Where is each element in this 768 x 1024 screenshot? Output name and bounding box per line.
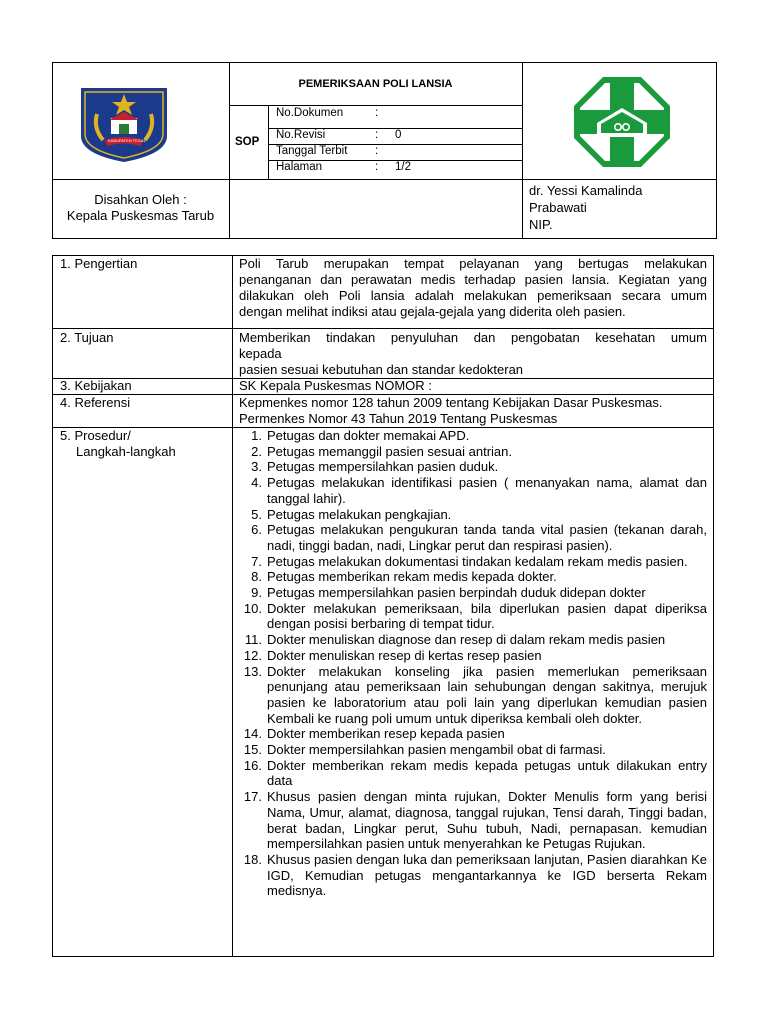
procedure-step bbox=[236, 507, 707, 523]
section-label-prosedur: 5. Prosedur/ bbox=[60, 428, 131, 443]
page-title: PEMERIKSAAN POLI LANSIA bbox=[298, 78, 453, 90]
signer-name-line2: Prabawati bbox=[529, 200, 587, 215]
procedure-step bbox=[236, 569, 707, 585]
procedure-step-text: Dokter menuliskan resep di kertas resep pasien bbox=[267, 647, 542, 663]
procedure-step bbox=[236, 585, 707, 601]
procedure-step-text: Petugas memanggil pasien sesuai antrian. bbox=[267, 443, 512, 459]
sop-label: SOP bbox=[235, 136, 260, 148]
procedure-step-number: 11. bbox=[244, 632, 262, 648]
field-sep-no-dokumen: : bbox=[375, 107, 379, 119]
section-label-langkah: Langkah-langkah bbox=[76, 444, 176, 459]
procedure-step-text: Petugas dan dokter memakai APD. bbox=[267, 428, 470, 443]
procedure-step bbox=[236, 522, 707, 553]
logo-ribbon-text: KABUPATEN TEGAL bbox=[108, 138, 146, 143]
procedure-step-text: Petugas melakukan pengukuran tanda tanda vital pasien (tekanan darah, nadi, tinggi badan, nadi, Lingkar perut dan respirasi pasien). bbox=[267, 522, 707, 553]
procedure-step-text: Dokter menuliskan diagnose dan resep di dalam rekam medis pasien bbox=[267, 632, 666, 648]
field-label-no-revisi: No.Revisi bbox=[276, 129, 326, 141]
procedure-step-text: Khusus pasien dengan luka dan pemeriksaan lanjutan, Pasien diarahkan Ke IGD, Kemudian petugas mengantarkannya ke IGD berserta Rekam medisnya. bbox=[267, 851, 707, 899]
procedure-step bbox=[236, 852, 707, 899]
procedure-step-text: Petugas memberikan rekam medis kepada dokter. bbox=[267, 569, 557, 585]
procedure-step-number: 18. bbox=[243, 851, 262, 867]
procedure-step-number: 10. bbox=[243, 600, 262, 616]
referensi-line-2: Permenkes Nomor 43 Tahun 2019 Tentang Puskesmas bbox=[239, 411, 558, 426]
procedure-step-number: 15. bbox=[243, 742, 262, 758]
procedure-step-number: 16. bbox=[243, 757, 262, 773]
section-label-pengertian: 1. Pengertian bbox=[60, 256, 138, 271]
field-label-halaman: Halaman bbox=[276, 161, 323, 173]
procedure-step bbox=[236, 428, 707, 444]
procedure-step-number: 9. bbox=[251, 585, 262, 601]
procedure-step-text: Petugas melakukan dokumentasi tindakan kedalam rekam medis pasien. bbox=[267, 553, 688, 569]
procedure-step-text: Dokter memberikan rekam medis kepada petugas untuk dilakukan entry data bbox=[267, 757, 707, 789]
procedure-step-number: 6. bbox=[251, 522, 262, 538]
procedure-steps-list bbox=[236, 428, 707, 899]
field-value-halaman: 1/2 bbox=[395, 161, 411, 173]
section-label-tujuan: 2. Tujuan bbox=[60, 330, 114, 345]
procedure-step-text: Petugas mempersilahkan pasien berpindah duduk didepan dokter bbox=[267, 585, 646, 601]
procedure-step bbox=[236, 758, 707, 789]
approved-by-label: Disahkan Oleh : bbox=[94, 192, 187, 207]
section-label-kebijakan: 3. Kebijakan bbox=[60, 378, 132, 393]
procedure-step-number: 14. bbox=[243, 726, 262, 742]
procedure-step-text: Petugas mempersilahkan pasien duduk. bbox=[267, 459, 499, 475]
puskesmas-logo bbox=[572, 75, 672, 169]
procedure-step bbox=[236, 444, 707, 460]
procedure-step-number: 2. bbox=[251, 443, 262, 459]
tujuan-line-1: Memberikan tindakan penyuluhan dan pengobatan kesehatan umum bbox=[239, 330, 707, 345]
kebijakan-text: SK Kepala Puskesmas NOMOR : bbox=[239, 378, 432, 393]
procedure-step-number: 3. bbox=[251, 459, 262, 475]
procedure-step-number: 17. bbox=[243, 789, 262, 805]
procedure-step-number: 4. bbox=[251, 475, 262, 491]
procedure-step-number: 13. bbox=[243, 663, 262, 679]
pengertian-line-3: dilakukan oleh Poli lansia adalah melakukan pemeriksaan secara umum bbox=[239, 288, 707, 303]
procedure-step bbox=[236, 648, 707, 664]
procedure-step-text: Dokter melakukan pemeriksaan, bila diperlukan pasien dapat diperiksa dengan posisi berbaring di tempat tidur. bbox=[267, 600, 707, 632]
kabupaten-tegal-logo bbox=[75, 84, 173, 164]
pengertian-line-2: penanganan dan perawatan medis terhadap pasien lansia. Kegiatan yang bbox=[239, 272, 707, 287]
procedure-step-text: Dokter melakukan konseling jika pasien memerlukan pemeriksaan penunjang atau pemeriksaan lain sehubungan dengan sakitnya, merujuk pasien ke laboratorium atau poli lain yang diperlukan kemudian pasien Kembali ke ruang poli umum untuk diperiksa kembali oleh dokter. bbox=[267, 663, 707, 726]
approved-by-title: Kepala Puskesmas Tarub bbox=[66, 208, 215, 223]
procedure-step-number: 7. bbox=[251, 553, 262, 569]
procedure-step-number: 1. bbox=[251, 428, 262, 443]
field-label-tanggal-terbit: Tanggal Terbit bbox=[276, 145, 348, 157]
procedure-step bbox=[236, 742, 707, 758]
procedure-step-number: 5. bbox=[251, 506, 262, 522]
referensi-line-1: Kepmenkes nomor 128 tahun 2009 tentang Kebijakan Dasar Puskesmas. bbox=[239, 395, 663, 410]
pengertian-line-4: dengan melihat indiksi atau gejala-gejala yang diderita oleh pasien. bbox=[239, 304, 626, 319]
procedure-step bbox=[236, 664, 707, 727]
field-label-no-dokumen: No.Dokumen bbox=[276, 107, 344, 119]
field-sep-halaman: : bbox=[375, 161, 379, 173]
procedure-step-text: Khusus pasien dengan minta rujukan, Dokter Menulis form yang berisi Nama, Umur, alamat, diagnosa, tanggal rujukan, Tensi darah, Tinggi badan, berat badan, Lingkar perut, Suhu tubuh, Nadi, pernapasan. kemudian mempersilahkan pasien untuk menyerahkan ke Petugas Rujukan. bbox=[267, 789, 707, 852]
procedure-step bbox=[236, 789, 707, 852]
procedure-step bbox=[236, 632, 707, 648]
pengertian-line-1: Poli Tarub merupakan tempat pelayanan yang bertugas melakukan bbox=[239, 256, 707, 271]
procedure-step bbox=[236, 459, 707, 475]
signer-nip: NIP. bbox=[529, 217, 553, 232]
procedure-step-text: Petugas melakukan identifikasi pasien ( menanyakan nama, alamat dan tanggal lahir). bbox=[267, 475, 707, 506]
field-value-no-revisi: 0 bbox=[395, 129, 402, 141]
signer-name-line1: dr. Yessi Kamalinda bbox=[529, 183, 643, 198]
tujuan-line-3: pasien sesuai kebutuhan dan standar kedokteran bbox=[239, 362, 524, 377]
procedure-step bbox=[236, 554, 707, 570]
tujuan-line-2: kepada bbox=[239, 346, 282, 361]
field-sep-no-revisi: : bbox=[375, 129, 379, 141]
procedure-step bbox=[236, 601, 707, 632]
procedure-step-text: Dokter mempersilahkan pasien mengambil obat di farmasi. bbox=[267, 742, 606, 758]
procedure-step-text: Dokter memberikan resep kepada pasien bbox=[267, 726, 505, 742]
field-sep-tanggal-terbit: : bbox=[375, 145, 379, 157]
procedure-step-number: 8. bbox=[251, 569, 262, 585]
section-label-referensi: 4. Referensi bbox=[60, 395, 131, 410]
procedure-step-number: 12. bbox=[243, 647, 262, 663]
procedure-step bbox=[236, 475, 707, 506]
procedure-step-text: Petugas melakukan pengkajian. bbox=[267, 506, 452, 522]
procedure-step bbox=[236, 726, 707, 742]
